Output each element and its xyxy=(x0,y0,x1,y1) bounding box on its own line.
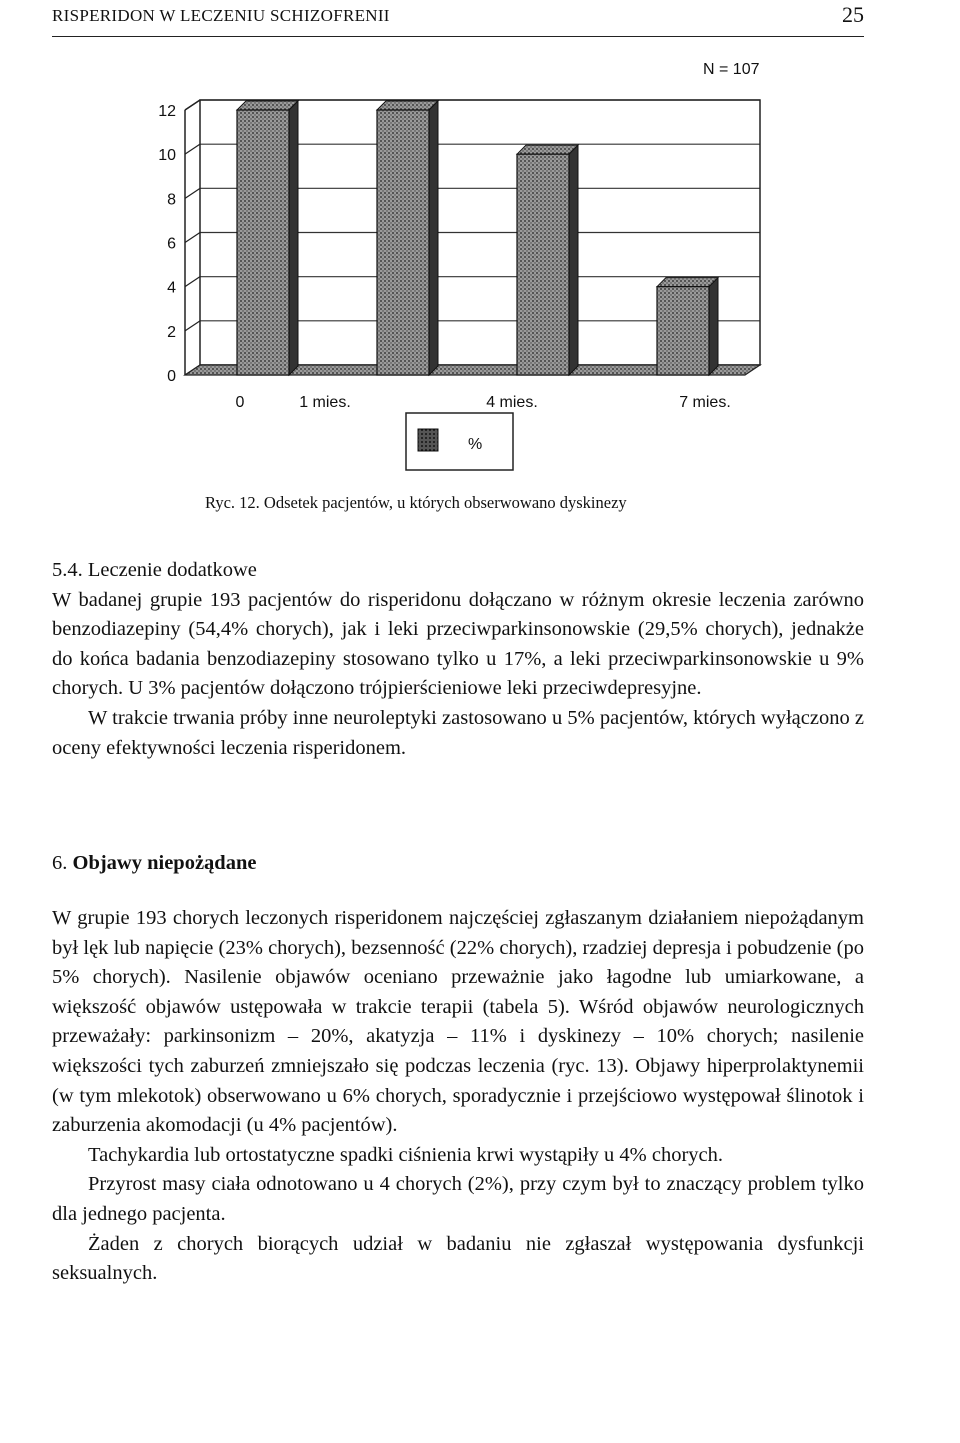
y-tick-label: 4 xyxy=(167,279,176,297)
bar-side xyxy=(289,101,298,375)
chart-bars xyxy=(237,101,718,375)
paragraph: W badanej grupie 193 pacjentów do risperidonu dołączano w różnym okresie leczenia zarówno benzodiazepiny (54,4% chorych), jak i leki przeciwparkinsonowskie (29,5% chorych), jednakże do końca badania benzodiazepiny stosowano tylko u 17%, a leki przeciwparkinsonowskie u 9% chorych. U 3% pacjentów dołączono trójpierścieniowe leki przeciwdepresyjne. xyxy=(52,588,864,700)
section-title: Objawy niepożądane xyxy=(72,852,257,874)
bar xyxy=(657,287,709,375)
x-tick-label: 1 mies. xyxy=(299,394,351,411)
bar-side xyxy=(709,278,718,375)
y-tick-label: 0 xyxy=(167,368,176,385)
paragraph: W grupie 193 chorych leczonych risperidonem najczęściej zgłaszanym działaniem niepożądanym był lęk lub napięcie (23% chorych), bezsenność (22% chorych), rzadziej depresja i pobudzenie (po 5% chorych). Nasilenie objawów oceniano przeważnie jako łagodne lub umiarkowane, a większość objawów ustępowała w trakcie terapii (tabela 5). Wśród objawów neurologicznych przeważały: parkinsonizm – 20%, akatyzja – 11% i dyskinezy – 10% chorych; nasilenie większości tych zaburzeń zmniejszało się podczas leczenia (ryc. 13). Objawy hiperprolaktynemii (w tym mlekotok) obserwowano u 6% chorych, sporadycznie i przejściowo występował ślinotok i zaburzenia akomodacji (u 4% pacjentów). xyxy=(52,907,864,1137)
x-tick-label: 7 mies. xyxy=(679,394,731,411)
paragraph: Żaden z chorych biorących udział w badaniu nie zgłaszał występowania dysfunkcji seksualnych. xyxy=(52,1232,864,1285)
bar-top xyxy=(517,145,578,154)
legend-label: % xyxy=(468,436,483,453)
legend-swatch xyxy=(418,429,438,451)
running-header xyxy=(52,2,864,37)
bar xyxy=(377,110,429,375)
y-axis-depth-top xyxy=(185,100,200,110)
section-heading xyxy=(52,849,864,879)
x-axis-tick-labels xyxy=(236,394,731,411)
x-tick-label: 4 mies. xyxy=(486,394,538,411)
y-axis-tick xyxy=(185,277,200,287)
y-tick-label: 8 xyxy=(167,191,176,209)
chart-legend xyxy=(406,413,513,470)
section-heading: 5.4. Leczenie dodatkowe xyxy=(52,559,257,581)
y-tick-label: 12 xyxy=(158,103,176,120)
section-6-body xyxy=(52,904,864,1289)
x-tick-label: 0 xyxy=(235,394,245,411)
paragraph: W trakcie trwania próby inne neuroleptyki zastosowano u 5% pacjentów, których wyłączono z oceny efektywności leczenia risperidonem. xyxy=(52,706,864,759)
figure-caption: Ryc. 12. Odsetek pacjentów, u których obserwowano dyskinezy xyxy=(205,493,627,512)
paragraph: Tachykardia lub ortostatyczne spadki ciśnienia krwi wystąpiły u 4% chorych. xyxy=(88,1143,724,1166)
y-axis-tick xyxy=(185,188,200,198)
paragraph: Przyrost masy ciała odnotowano u 4 chorych (2%), przy czym był to znaczący problem tylko dla jednego pacjenta. xyxy=(52,1173,864,1225)
y-axis-tick xyxy=(185,321,200,331)
y-tick-label: 2 xyxy=(167,323,176,341)
bar xyxy=(237,110,289,375)
section-5-4 xyxy=(52,556,864,763)
page-number: 25 xyxy=(842,2,864,27)
section-number: 6. xyxy=(52,852,68,874)
y-tick-label: 6 xyxy=(167,235,176,253)
bar xyxy=(517,154,569,375)
y-axis-tick xyxy=(185,233,200,243)
y-axis-tick-labels xyxy=(158,103,176,385)
running-title: RISPERIDON W LECZENIU SCHIZOFRENII xyxy=(52,6,390,25)
bar-top xyxy=(657,278,718,287)
bar-side xyxy=(569,145,578,375)
y-tick-label: 10 xyxy=(158,147,176,165)
dyskinezy-bar-chart xyxy=(0,40,960,490)
bar-side xyxy=(429,101,438,375)
section-6 xyxy=(52,849,864,879)
y-axis-tick xyxy=(185,144,200,154)
bar-top xyxy=(377,101,438,110)
n-label: N = 107 xyxy=(703,61,760,78)
bar-top xyxy=(237,101,298,110)
